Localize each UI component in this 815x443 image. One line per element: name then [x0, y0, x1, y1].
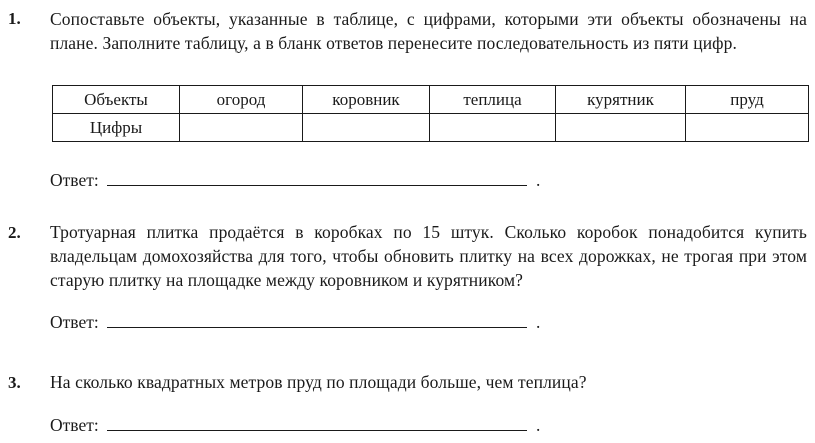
task-number: 1.	[8, 9, 21, 28]
task-number: 3.	[8, 373, 21, 392]
answer-dot: .	[536, 312, 541, 332]
digits-row	[53, 114, 809, 142]
objects-table	[52, 85, 809, 142]
answer-line-2	[50, 310, 570, 334]
object-cell: курятник	[556, 86, 686, 114]
answer-line-1	[50, 168, 570, 192]
objects-row	[53, 86, 809, 114]
task-text: На сколько квадратных метров пруд по площади больше, чем теплица?	[50, 372, 587, 392]
answer-blank[interactable]	[107, 430, 527, 431]
answer-label: Ответ:	[50, 415, 99, 435]
object-cell: коровник	[303, 86, 430, 114]
object-cell: теплица	[430, 86, 556, 114]
object-cell: пруд	[686, 86, 809, 114]
answer-label: Ответ:	[50, 170, 99, 190]
object-cell: огород	[180, 86, 303, 114]
task-text: Сопоставьте объекты, указанные в таблице, с цифрами, которыми эти объекты обозначены на плане. Заполните таблицу, а в бланк ответов перенесите последовательность из пяти цифр.	[50, 9, 807, 53]
task-text: Тротуарная плитка продаётся в коробках по 15 штук. Сколько коробок понадобится купить владельцам домохозяйства для того, чтобы обновить плитку на всех дорожках, не трогая при этом старую плитку на площадке между коровником и курятником?	[50, 222, 807, 290]
digit-input-cell[interactable]	[303, 114, 430, 142]
digit-input-cell[interactable]	[556, 114, 686, 142]
answer-dot: .	[536, 415, 541, 435]
answer-label: Ответ:	[50, 312, 99, 332]
answer-blank[interactable]	[107, 185, 527, 186]
digit-input-cell[interactable]	[686, 114, 809, 142]
digits-header: Цифры	[53, 114, 180, 142]
digit-input-cell[interactable]	[180, 114, 303, 142]
answer-dot: .	[536, 170, 541, 190]
objects-header: Объекты	[53, 86, 180, 114]
task-number: 2.	[8, 223, 21, 242]
digit-input-cell[interactable]	[430, 114, 556, 142]
answer-blank[interactable]	[107, 327, 527, 328]
answer-line-3	[50, 413, 570, 437]
